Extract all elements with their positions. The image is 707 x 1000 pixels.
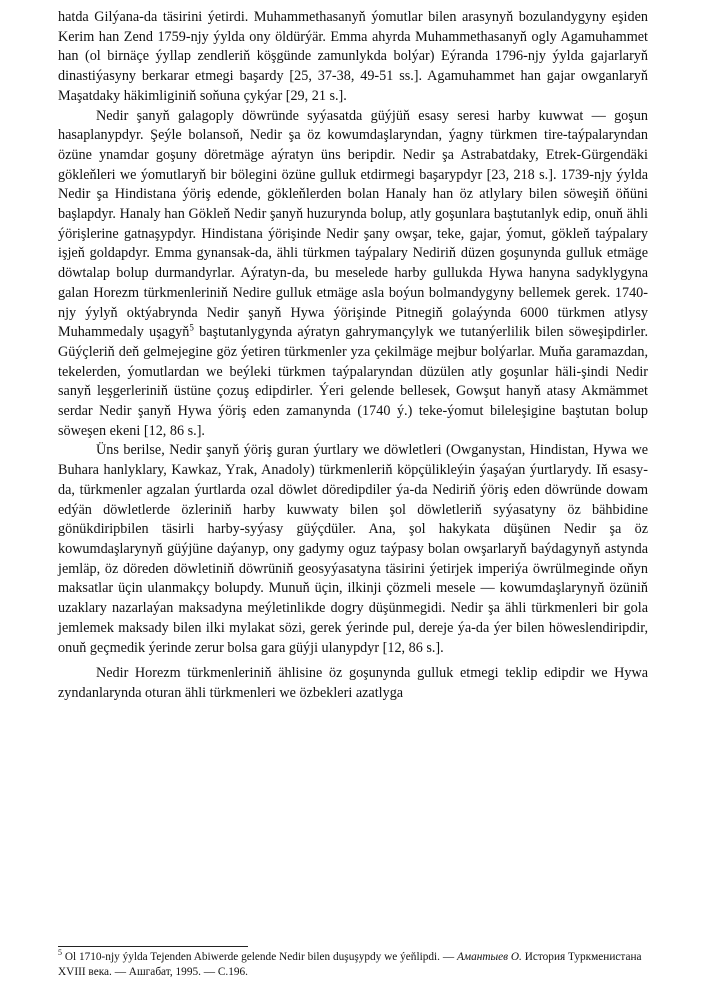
footnote-divider	[58, 946, 248, 947]
paragraph-3: Üns berilse, Nedir şanyň ýöriş guran ýurtlary we döwletleri (Owganystan, Hindistan, Hywa we Buhara hanlyklary, Kawkaz, Yrak, Anadoly) türkmenleriň köpçülikleýin ýaşaýan ýurtlarydy. Iň esasy-da, türkmenler agzalan ýurtlarda ozal döwlet döredipdiler ýa-da Nediriň ýöriş eden döwründe dowam edýän döwletlerde özleriniň harby kuwwaty bilen şol döwletleriň syýasatyny öz bähbidine gönükdiripbilen täsirli harby-syýasy güýçdüler. Ana, şol hakykata düşünen Nedir şa öz kowumdaşlarynyň güýjüne daýanyp, ony gadymy oguz taýpasy bolan owşarlaryň baýdagynyň astynda jemläp, öz döreden döwletiniň döwrüniň geosyýasatyna täsirini ýetirjek imperiýa öwrülmeginde oňyn maksatlar üçin ulanmakçy bolupdy. Munuň üçin, ilkinji çözmeli mesele — kowumdaşlarynyň özüniň uzaklary nazarlaýan maksadyna meýletinlikde dogry düşünmegidi. Nedir şa ähli türkmenleri bir gola jemlemek maksady bilen ilki mylakat sözi, gerek ýerinde pul, dereje ýa-da ýer bilen höweslendiripdir, onuň geçmedik ýerinde zerur bolsa gara güýji ulanypdyr [12, 86 s.].	[58, 442, 648, 656]
paragraph-1: hatda Gilýana-da täsirini ýetirdi. Muhammethasanyň ýomutlar bilen arasynyň bozulandygyny eşiden Kerim han Zend 1759-njy ýylda ony öldürýär. Emma ahyrda Muhammethasanyň ogly Agamuhammet han (ol birnäçe ýyllap zendleriň köşgünde zamunlykda bolýar) Eýranda 1796-njy ýylda gajarlaryň dinastiýasyny berkarar etmegi başardy [25, 37-38, 49-51 ss.]. Agamuhammet han gajar owganlaryň Maşatdaky häkimliginiň soňuna çykýar [29, 21 s.].	[58, 9, 648, 104]
paragraph-2	[58, 107, 648, 442]
paragraph-2-text: Nedir şanyň galagoply döwründe syýasatda güýjüň esasy seresi harby kuwwat — goşun hasaplanypdyr. Şeýle bolansoň, Nedir şa öz kowumdaşlaryndan, ýagny türkmen tire-taýpalaryndan özüne ynamdar goşuny döretmäge aýratyn üns beripdir. Nedir şa Astrabatdaky, Etrek-Gürgendäki gökleňleri we ýomutlaryň bir bölegini özüne gulluk etdirmegi başarypdyr [23, 218 s.]. 1739-njy ýylda Nedir şa Hindistana ýöriş edende, gökleňlerden bolan Hanaly han öz atlylary bilen söweşiň öňüni başlapdyr. Hanaly han Gökleň Nedir şanyň huzurynda bolup, atly goşunlara baştutanlyk edip, onuň ähli ýörişlerine gatnaşypdyr. Hindistana ýörişinde Nedir şany owşar, teke, gajar, ýomut, gökleň taýpalary işjeň goldapdyr. Emma gynansak-da, ähli türkmen taýpalary Nediriň düzen goşunynda gulluk etmäge döwtalap bolup durmandyrlar. Aýratyn-da, bu meselede harby gullukda Hywa hanyna sadyklygyna galan Horezm türkmenleriniň Nedire gulluk etmäge asla boýun bolmandygyny bellemek gerek. 1740-njy ýylyň oktýabrynda Nedir şanyň Hywa ýörişinde Pitnegiň golaýynda 6000 türkmen atlysy Muhammedaly uşagyň	[58, 107, 648, 341]
paragraph-2-continuation: baştutanlygynda aýratyn gahrymançylyk we tutanýerlilik bilen söweşipdirler. Güýçleriň deň gelmejegine göz ýetiren türkmenler yza çekilmäge mejbur bolýarlar. Muňa garamazdan, tekelerden, ýomutlardan we beýleki türkmen taýpalaryndan düzülen atly goşunlar häli-şindi Nedir sanyň leşgerleriniň üstüne çozuş edipdirler. Ýeri gelende bellesek, Gowşut hanyň atasy Akmämmet serdar Nedir şanyň Hywa ýöriş eden zamanynda (1740 ý.) teke-ýomut bileleşigine baştutan bolup söweşen ekeni [12, 86 s.].	[58, 324, 648, 439]
footnote	[58, 950, 648, 980]
footnote-author: Амантыев О.	[456, 951, 522, 963]
footnote-source: История Туркменистана XVIII века. — Ашгабат, 1995. — С.196.	[58, 951, 642, 978]
paragraph-4: Nedir Horezm türkmenleriniň ählisine öz goşunynda gulluk etmegi teklip edipdir we Hywa zyndanlarynda oturan ähli türkmenleri we özbekleri azatlyga	[58, 665, 648, 701]
document-body	[58, 8, 648, 704]
footnote-text: Ol 1710-njy ýylda Tejenden Abiwerde gelende Nedir bilen duşuşypdy we ýeňlipdi. —	[64, 951, 455, 963]
footnote-reference[interactable]: 5	[189, 322, 194, 333]
footnote-number: 5	[58, 948, 62, 958]
